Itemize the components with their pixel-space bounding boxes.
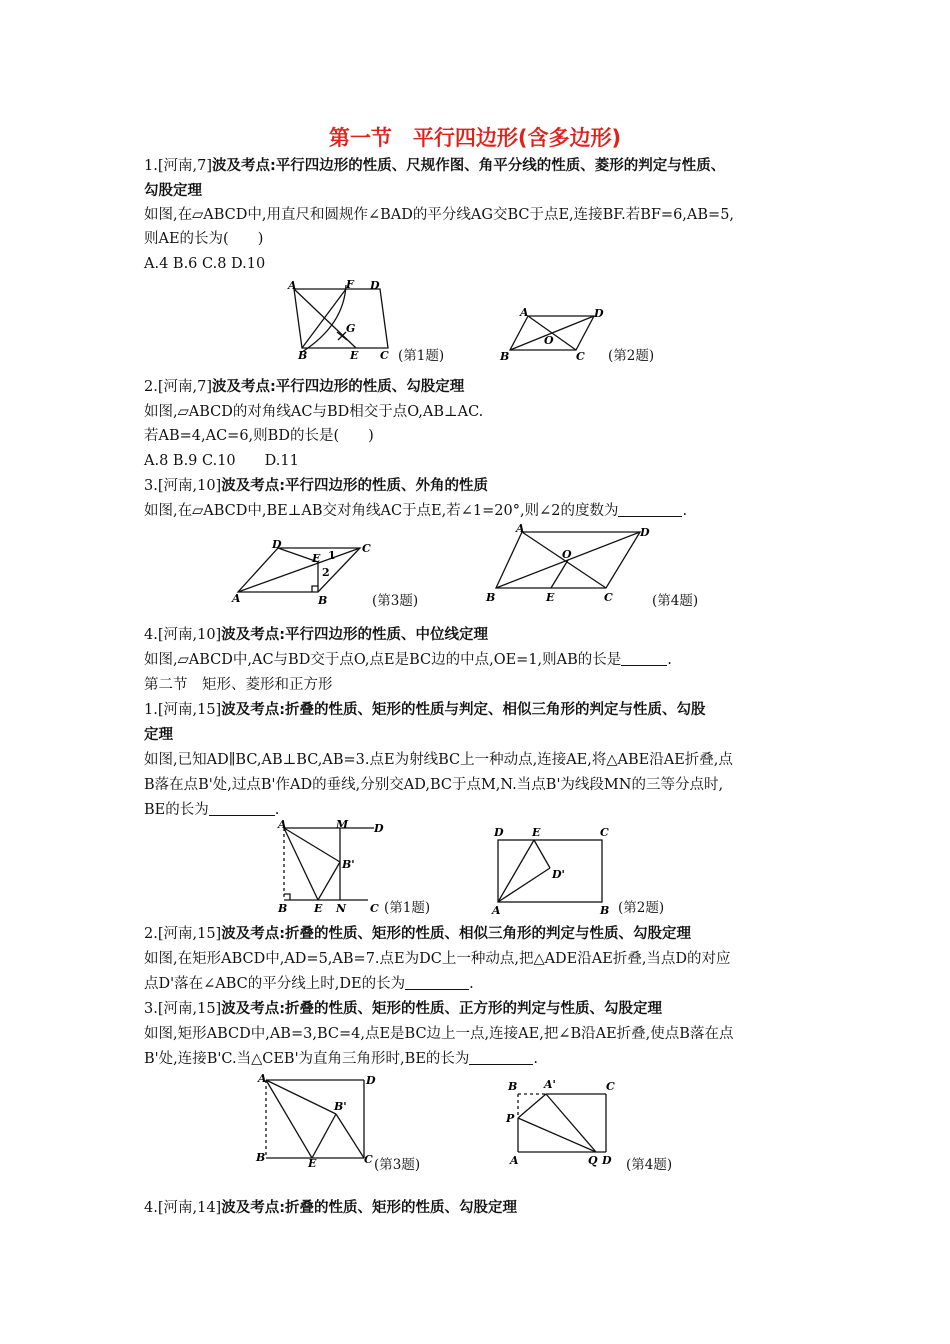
label-C: C [364,1153,373,1166]
label-A: A [288,279,297,292]
label-A: A [258,1072,267,1085]
figure-caption: (第3题) [372,593,419,609]
label-E: E [546,591,555,604]
answer-options: A.8 B.9 C.10 D.11 [144,453,299,469]
question-number: 2.[河南,7] [144,379,212,395]
label-D: D [374,822,384,835]
section-heading: 第二节 矩形、菱形和正方形 [144,677,333,693]
question-number: 4.[河南,10] [144,627,222,643]
question-topics: 波及考点:折叠的性质、矩形的性质、勾股定理 [221,1200,518,1216]
figure-fold-rectangle [490,824,610,923]
question-topics: 波及考点:平行四边形的性质、中位线定理 [221,627,489,643]
page-title: 第一节 平行四边形(含多边形) [328,126,622,150]
label-D: D [272,538,282,551]
label-D: D [370,279,380,292]
figure-caption: (第2题) [618,900,665,916]
question-number: 1.[河南,7] [144,158,212,174]
figure-caption: (第1题) [384,900,431,916]
figure-svg [256,1070,381,1170]
label-D: D [366,1074,376,1087]
figure-caption: (第4题) [626,1157,673,1173]
question-text-body: 点D'落在∠ABC的平分线上时,DE的长为 [144,976,406,992]
figure-caption: (第2题) [608,348,655,364]
period: . [682,503,688,519]
label-B: B [256,1151,266,1164]
label-C: C [370,902,379,915]
question-topics: 波及考点:折叠的性质、矩形的性质、正方形的判定与性质、勾股定理 [221,1001,663,1017]
figure-svg [498,306,608,366]
answer-blank[interactable] [209,801,275,816]
question-text [144,974,474,994]
question-text: 如图,在矩形ABCD中,AD=5,AB=7.点E为DC上一种动点,把△ADE沿AE折叠,当点D的对应 [144,951,731,967]
question-text-body: 如图,在▱ABCD中,BE⊥AB交对角线AC于点E,若∠1=20°,则∠2的度数为 [144,503,619,519]
question-text: 如图,已知AD∥BC,AB⊥BC,AB=3.点E为射线BC上一种动点,连接AE,将△ABE沿AE折叠,点 [144,752,733,768]
label-D: D [494,826,504,839]
answer-blank[interactable] [469,1050,533,1065]
question-text [144,650,672,670]
question-number: 2.[河南,15] [144,926,222,942]
period: . [469,976,474,992]
figure-parallelogram-diagonals [498,306,608,370]
label-A: A [232,592,241,605]
figure-caption: (第1题) [398,348,445,364]
label-B-prime: B' [342,858,355,871]
label-C: C [362,542,371,555]
label-B: B [278,902,288,915]
question-2-header [144,377,464,397]
label-B-prime: B' [334,1100,347,1113]
question-number: 3.[河南,15] [144,1001,222,1017]
question-text [144,501,687,521]
label-B: B [500,350,510,363]
label-F: F [346,278,354,291]
figure-parallelogram-bisector-angles [232,540,382,614]
label-A: A [516,522,525,535]
label-E: E [314,902,323,915]
label-C: C [604,591,613,604]
figure-svg [284,280,394,360]
label-A-prime: A' [544,1078,556,1091]
question-text-body: B'处,连接B'C.当△CEB'为直角三角形时,BE的长为 [144,1051,470,1067]
figure-fold-rectangle-pq [504,1076,624,1170]
question-topics: 波及考点:平行四边形的性质、外角的性质 [221,478,489,494]
label-E: E [312,552,321,565]
label-O: O [562,548,572,561]
label-D: D [594,307,604,320]
question-text: 如图,▱ABCD的对角线AC与BD相交于点O,AB⊥AC. [144,404,484,420]
label-D: D [640,526,650,539]
answer-blank[interactable] [618,502,682,517]
question-text-body: 如图,▱ABCD中,AC与BD交于点O,点E是BC边的中点,OE=1,则AB的长是 [144,652,622,668]
question-text [144,1049,538,1069]
label-B: B [508,1080,518,1093]
label-A: A [510,1154,519,1167]
question-2-header [144,924,691,944]
label-B: B [298,349,308,362]
question-text: 如图,在▱ABCD中,用直尺和圆规作∠BAD的平分线AG交BC于点E,连接BF.若BF=6,AB=5, [144,207,735,223]
figure-caption: (第3题) [374,1157,421,1173]
label-angle-2: 2 [322,566,330,579]
label-G: G [346,322,356,335]
figure-caption: (第4题) [652,593,699,609]
question-1-header [144,700,706,720]
question-text: 如图,矩形ABCD中,AB=3,BC=4,点E是BC边上一点,连接AE,把∠B沿AE折叠,使点B落在点 [144,1026,734,1042]
label-E: E [350,349,359,362]
question-4-header [144,1198,517,1218]
label-C: C [606,1080,615,1093]
label-N: N [336,902,347,915]
question-text-body: BE的长为 [144,802,209,818]
question-3-header [144,999,662,1019]
label-O: O [544,334,554,347]
label-D: D [602,1154,612,1167]
label-C: C [600,826,609,839]
label-A: A [520,306,529,319]
answer-blank[interactable] [621,651,667,666]
figure-fold-rectangle-right-triangle [256,1070,381,1174]
figure-fold-trapezoid [276,818,386,922]
question-topics-cont: 定理 [144,727,173,743]
question-number: 1.[河南,15] [144,702,222,718]
question-topics: 波及考点:平行四边形的性质、勾股定理 [211,379,465,395]
question-topics-cont: 勾股定理 [144,183,202,199]
label-B: B [600,904,610,917]
figure-parallelogram-midline [484,524,654,608]
question-1-header [144,156,725,176]
label-E: E [532,826,541,839]
answer-blank[interactable] [405,975,469,990]
label-P: P [506,1112,515,1125]
question-topics: 波及考点:折叠的性质、矩形的性质与判定、相似三角形的判定与性质、勾股 [221,702,706,718]
period: . [667,652,672,668]
label-C: C [576,350,585,363]
label-B: B [318,594,328,607]
question-topics: 波及考点:折叠的性质、矩形的性质、相似三角形的判定与性质、勾股定理 [221,926,692,942]
answer-options: A.4 B.6 C.8 D.10 [144,256,266,272]
question-text: B落在点B'处,过点B'作AD的垂线,分别交AD,BC于点M,N.当点B'为线段MN的三等分点时, [144,777,724,793]
figure-svg [232,540,382,610]
period: . [533,1051,539,1067]
figure-svg [504,1076,624,1166]
question-number: 4.[河南,14] [144,1200,222,1216]
question-text: 若AB=4,AC=6,则BD的长是( ) [144,428,374,444]
label-A: A [492,904,501,917]
label-M: M [336,818,349,831]
question-text [144,800,279,820]
label-E: E [308,1157,317,1170]
figure-parallelogram-angle-bisector [284,280,394,364]
label-Q: Q [588,1154,598,1167]
question-topics: 波及考点:平行四边形的性质、尺规作图、角平分线的性质、菱形的判定与性质、 [211,158,726,174]
label-A: A [278,818,287,831]
question-number: 3.[河南,10] [144,478,222,494]
label-B: B [486,591,496,604]
label-D-prime: D' [552,868,565,881]
figure-svg [490,824,610,919]
question-text: 则AE的长为( ) [144,231,264,247]
question-4-header [144,625,488,645]
question-3-header [144,476,488,496]
figure-svg [484,524,654,604]
label-angle-1: 1 [328,549,336,562]
label-C: C [380,349,389,362]
figure-svg [276,818,386,918]
period: . [274,802,280,818]
